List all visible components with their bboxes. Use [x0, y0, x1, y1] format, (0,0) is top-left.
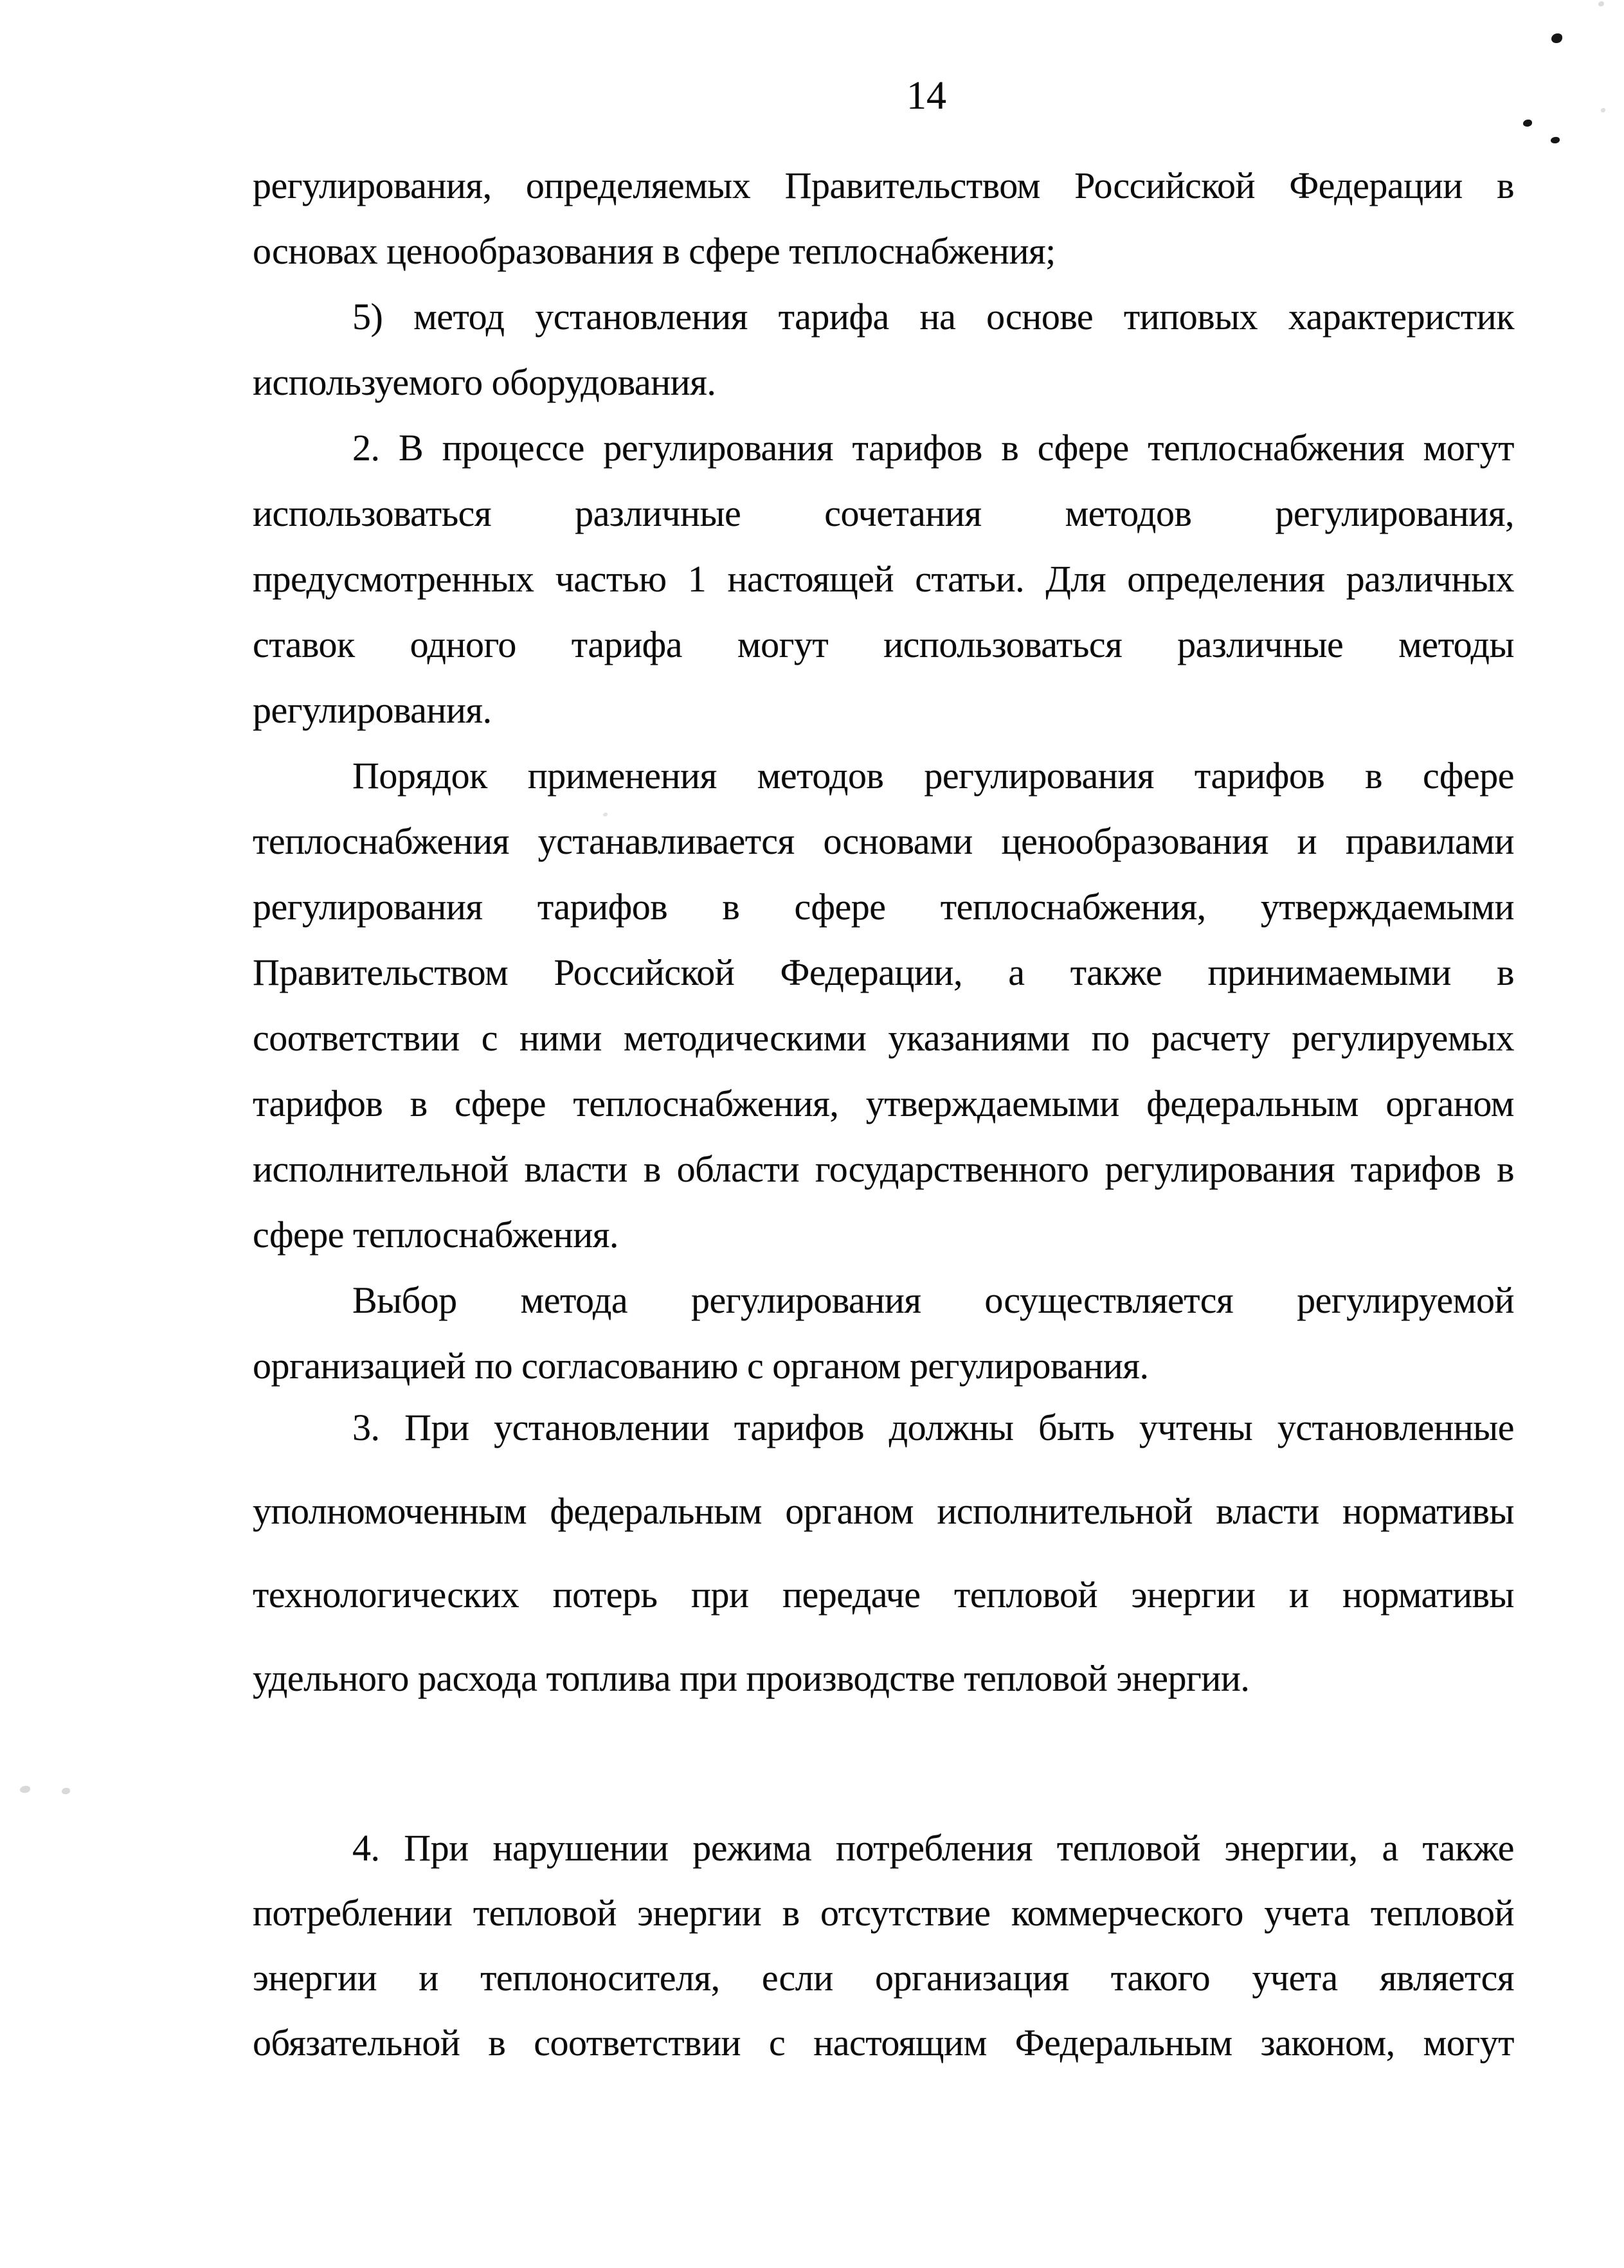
paragraph — [253, 1815, 1514, 2075]
scan-speck — [1601, 108, 1605, 113]
text-line: ставок одного тарифа могут использоваться различные методы — [253, 624, 1514, 665]
text-line: обязательной в соответствии с настоящим Федеральным законом, могут — [253, 2022, 1514, 2064]
paragraph — [253, 284, 1514, 415]
text-line: Порядок применения методов регулирования тарифов в сфере — [352, 755, 1514, 797]
text-line: предусмотренных частью 1 настоящей статьи. Для определения различных — [253, 558, 1514, 600]
paragraph — [253, 1268, 1514, 1399]
text-line: 2. В процессе регулирования тарифов в сфере теплоснабжения могут — [352, 427, 1514, 469]
scan-speck — [20, 1786, 30, 1793]
text-line: использоваться различные сочетания методов регулирования, — [253, 492, 1514, 534]
text-line: организацией по согласованию с органом регулирования. — [253, 1345, 1149, 1387]
paragraph — [253, 415, 1514, 743]
text-line: тарифов в сфере теплоснабжения, утверждаемыми федеральным органом — [253, 1083, 1514, 1124]
scan-speck — [1523, 120, 1532, 127]
scan-speck — [1551, 137, 1560, 143]
text-line: удельного расхода топлива при производстве тепловой энергии. — [253, 1657, 1250, 1699]
text-line: 4. При нарушении режима потребления тепловой энергии, а также — [352, 1827, 1514, 1869]
text-line: регулирования, определяемых Правительством Российской Федерации в — [253, 165, 1514, 206]
text-line: уполномоченным федеральным органом исполнительной власти нормативы — [253, 1490, 1514, 1532]
paragraph — [253, 1386, 1514, 1720]
text-line: потреблении тепловой энергии в отсутствие коммерческого учета тепловой — [253, 1892, 1514, 1934]
page-number: 14 — [907, 74, 946, 118]
text-line: Выбор метода регулирования осуществляется регулируемой — [352, 1279, 1514, 1321]
paragraph — [253, 153, 1514, 284]
scan-speck — [62, 1788, 70, 1794]
text-line: сфере теплоснабжения. — [253, 1214, 618, 1256]
scan-speck — [1598, 1, 1604, 6]
text-line: теплоснабжения устанавливается основами ценообразования и правилами — [253, 820, 1514, 862]
text-line: технологических потерь при передаче тепловой энергии и нормативы — [253, 1574, 1514, 1616]
text-line: 3. При установлении тарифов должны быть учтены установленные — [352, 1407, 1514, 1448]
text-line: регулирования тарифов в сфере теплоснабжения, утверждаемыми — [253, 886, 1514, 928]
text-line: энергии и теплоносителя, если организация такого учета является — [253, 1957, 1514, 1999]
text-line: Правительством Российской Федерации, а также принимаемыми в — [253, 951, 1514, 993]
text-line: основах ценообразования в сфере теплоснабжения; — [253, 230, 1056, 272]
text-line: используемого оборудования. — [253, 361, 716, 403]
text-line: 5) метод установления тарифа на основе типовых характеристик — [352, 296, 1514, 338]
document-text — [253, 153, 1514, 2075]
scan-speck — [1551, 33, 1562, 43]
text-line: регулирования. — [253, 689, 492, 731]
paragraph — [253, 743, 1514, 1268]
text-line: соответствии с ними методическими указаниями по расчету регулируемых — [253, 1017, 1514, 1059]
text-line: исполнительной власти в области государственного регулирования тарифов в — [253, 1148, 1514, 1190]
